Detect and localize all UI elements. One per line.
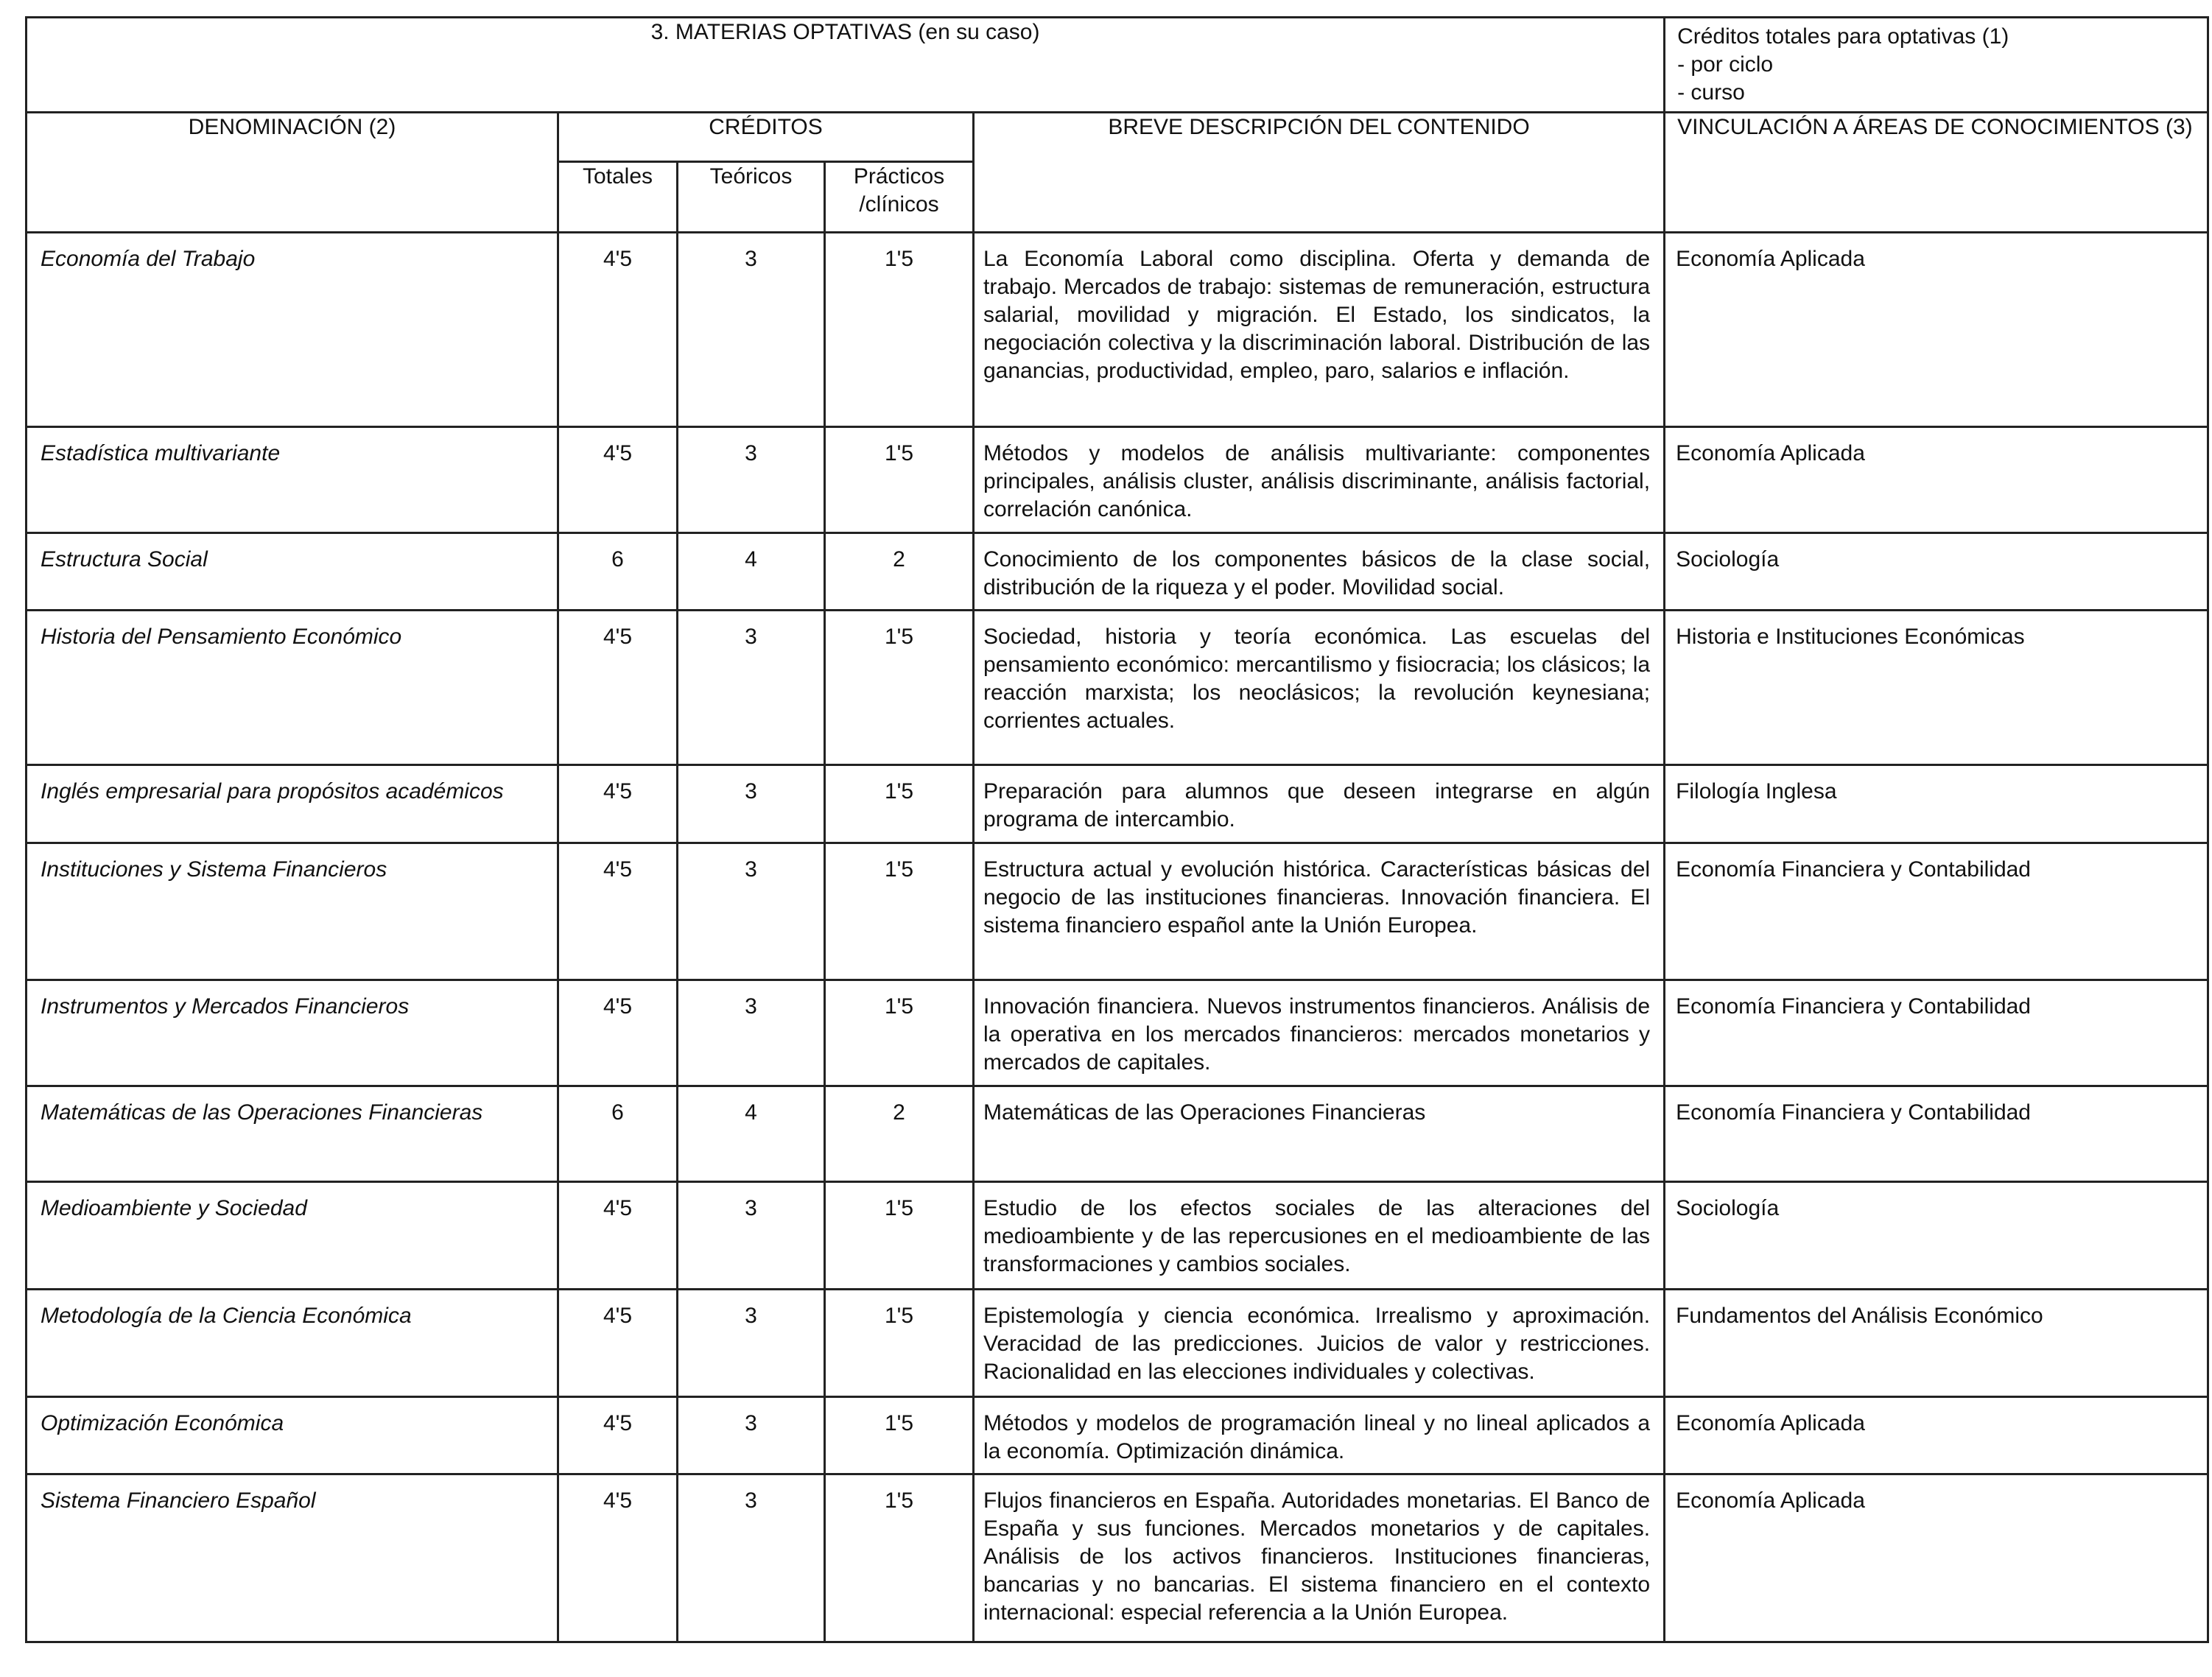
credits-practicos: 1'5 <box>825 1397 974 1474</box>
knowledge-area: Fundamentos del Análisis Económico <box>1665 1290 2208 1397</box>
credits-totales: 4'5 <box>558 765 678 843</box>
knowledge-area: Historia e Instituciones Económicas <box>1665 611 2208 765</box>
credits-totales: 4'5 <box>558 1290 678 1397</box>
subject-description: Sociedad, historia y teoría económica. Las escuelas del pensamiento económico: mercantilismo y fisiocracia; los clásicos; la reacción marxista; los neoclásicos; la revolución keynesiana; corrientes actuales. <box>974 611 1665 765</box>
col-header-practicos: Prácticos /clínicos <box>825 162 974 233</box>
subject-name: Matemáticas de las Operaciones Financieras <box>27 1086 558 1182</box>
subject-description: La Economía Laboral como disciplina. Oferta y demanda de trabajo. Mercados de trabajo: sistemas de remuneración, estructura salarial, movilidad y migración. El Estado, los sindicatos, la negociación colectiva y la discriminación laboral. Distribución de las ganancias, productividad, empleo, paro, salarios e inflación. <box>974 233 1665 427</box>
credits-teoricos: 3 <box>678 611 825 765</box>
table-row <box>27 1397 2208 1474</box>
table-row <box>27 533 2208 611</box>
col-header-vinculacion: VINCULACIÓN A ÁREAS DE CONOCIMIENTOS (3) <box>1665 113 2208 233</box>
col-header-teoricos: Teóricos <box>678 162 825 233</box>
knowledge-area: Economía Aplicada <box>1665 233 2208 427</box>
subject-description: Innovación financiera. Nuevos instrumentos financieros. Análisis de la operativa en los mercados financieros: mercados monetarios y mercados de capitales. <box>974 980 1665 1086</box>
credits-teoricos: 3 <box>678 980 825 1086</box>
table-row <box>27 1290 2208 1397</box>
subject-description: Métodos y modelos de programación lineal y no lineal aplicados a la economía. Optimización dinámica. <box>974 1397 1665 1474</box>
header-row-1 <box>27 113 2208 162</box>
credits-teoricos: 4 <box>678 1086 825 1182</box>
subject-description: Flujos financieros en España. Autoridades monetarias. El Banco de España y sus funciones. Mercados monetarios y de capitales. Análisis de los activos financieros. Instituciones financieras, bancarias y no bancarias. El sistema financiero en el contexto internacional: especial referencia a la Unión Europea. <box>974 1474 1665 1642</box>
credits-practicos: 1'5 <box>825 1290 974 1397</box>
optional-subjects-table <box>25 16 2209 1643</box>
knowledge-area: Sociología <box>1665 1182 2208 1290</box>
section-title: 3. MATERIAS OPTATIVAS (en su caso) <box>27 18 1665 113</box>
col-header-creditos: CRÉDITOS <box>558 113 974 162</box>
subject-description: Estudio de los efectos sociales de las alteraciones del medioambiente y de las repercusiones en el medioambiente de las transformaciones y cambios sociales. <box>974 1182 1665 1290</box>
subject-name: Instrumentos y Mercados Financieros <box>27 980 558 1086</box>
table-row <box>27 427 2208 533</box>
table-row <box>27 980 2208 1086</box>
subject-name: Estadística multivariante <box>27 427 558 533</box>
subject-name: Estructura Social <box>27 533 558 611</box>
credits-totales: 4'5 <box>558 1474 678 1642</box>
credits-totales: 4'5 <box>558 1397 678 1474</box>
total-credits-box <box>1665 18 2208 113</box>
credits-teoricos: 3 <box>678 1474 825 1642</box>
subject-description: Estructura actual y evolución histórica. Características básicas del negocio de las instituciones financieras. Innovación financiera. El sistema financiero español ante la Unión Europea. <box>974 843 1665 980</box>
credits-teoricos: 4 <box>678 533 825 611</box>
credits-practicos: 1'5 <box>825 233 974 427</box>
knowledge-area: Sociología <box>1665 533 2208 611</box>
credits-totales: 4'5 <box>558 980 678 1086</box>
credits-practicos: 2 <box>825 533 974 611</box>
table-row <box>27 611 2208 765</box>
knowledge-area: Economía Aplicada <box>1665 427 2208 533</box>
subject-name: Sistema Financiero Español <box>27 1474 558 1642</box>
knowledge-area: Economía Financiera y Contabilidad <box>1665 980 2208 1086</box>
subject-description: Matemáticas de las Operaciones Financieras <box>974 1086 1665 1182</box>
knowledge-area: Filología Inglesa <box>1665 765 2208 843</box>
credits-teoricos: 3 <box>678 843 825 980</box>
credits-practicos: 1'5 <box>825 1474 974 1642</box>
knowledge-area: Economía Aplicada <box>1665 1474 2208 1642</box>
table-row <box>27 1474 2208 1642</box>
knowledge-area: Economía Financiera y Contabilidad <box>1665 843 2208 980</box>
credits-teoricos: 3 <box>678 1182 825 1290</box>
credits-teoricos: 3 <box>678 765 825 843</box>
total-credits-ciclo: - por ciclo <box>1677 52 1774 77</box>
credits-practicos: 1'5 <box>825 427 974 533</box>
table-row <box>27 765 2208 843</box>
credits-teoricos: 3 <box>678 233 825 427</box>
credits-totales: 6 <box>558 533 678 611</box>
subject-description: Epistemología y ciencia económica. Irrealismo y aproximación. Veracidad de las predicciones. Juicios de valor y restricciones. Racionalidad en las elecciones individuales y colectivas. <box>974 1290 1665 1397</box>
credits-totales: 4'5 <box>558 611 678 765</box>
subject-name: Medioambiente y Sociedad <box>27 1182 558 1290</box>
subject-name: Inglés empresarial para propósitos académicos <box>27 765 558 843</box>
credits-teoricos: 3 <box>678 427 825 533</box>
subject-name: Metodología de la Ciencia Económica <box>27 1290 558 1397</box>
credits-practicos: 1'5 <box>825 843 974 980</box>
subject-name: Optimización Económica <box>27 1397 558 1474</box>
table-row <box>27 1182 2208 1290</box>
credits-teoricos: 3 <box>678 1290 825 1397</box>
col-header-totales: Totales <box>558 162 678 233</box>
table-row <box>27 1086 2208 1182</box>
table-row <box>27 233 2208 427</box>
credits-teoricos: 3 <box>678 1397 825 1474</box>
total-credits-curso: - curso <box>1677 80 1745 105</box>
subject-description: Conocimiento de los componentes básicos de la clase social, distribución de la riqueza y el poder. Movilidad social. <box>974 533 1665 611</box>
subject-description: Preparación para alumnos que deseen integrarse en algún programa de intercambio. <box>974 765 1665 843</box>
subject-name: Instituciones y Sistema Financieros <box>27 843 558 980</box>
knowledge-area: Economía Financiera y Contabilidad <box>1665 1086 2208 1182</box>
credits-totales: 4'5 <box>558 427 678 533</box>
document-page <box>25 16 2207 1666</box>
credits-totales: 4'5 <box>558 233 678 427</box>
credits-practicos: 2 <box>825 1086 974 1182</box>
credits-practicos: 1'5 <box>825 1182 974 1290</box>
credits-totales: 6 <box>558 1086 678 1182</box>
credits-practicos: 1'5 <box>825 765 974 843</box>
total-credits-title: Créditos totales para optativas (1) <box>1677 24 2009 49</box>
credits-practicos: 1'5 <box>825 611 974 765</box>
credits-totales: 4'5 <box>558 1182 678 1290</box>
col-header-denominacion: DENOMINACIÓN (2) <box>27 113 558 233</box>
subject-name: Economía del Trabajo <box>27 233 558 427</box>
title-row <box>27 18 2208 113</box>
subject-description: Métodos y modelos de análisis multivariante: componentes principales, análisis cluster, análisis discriminante, análisis factorial, correlación canónica. <box>974 427 1665 533</box>
credits-totales: 4'5 <box>558 843 678 980</box>
table-row <box>27 843 2208 980</box>
subject-name: Historia del Pensamiento Económico <box>27 611 558 765</box>
col-header-descripcion: BREVE DESCRIPCIÓN DEL CONTENIDO <box>974 113 1665 233</box>
credits-practicos: 1'5 <box>825 980 974 1086</box>
knowledge-area: Economía Aplicada <box>1665 1397 2208 1474</box>
